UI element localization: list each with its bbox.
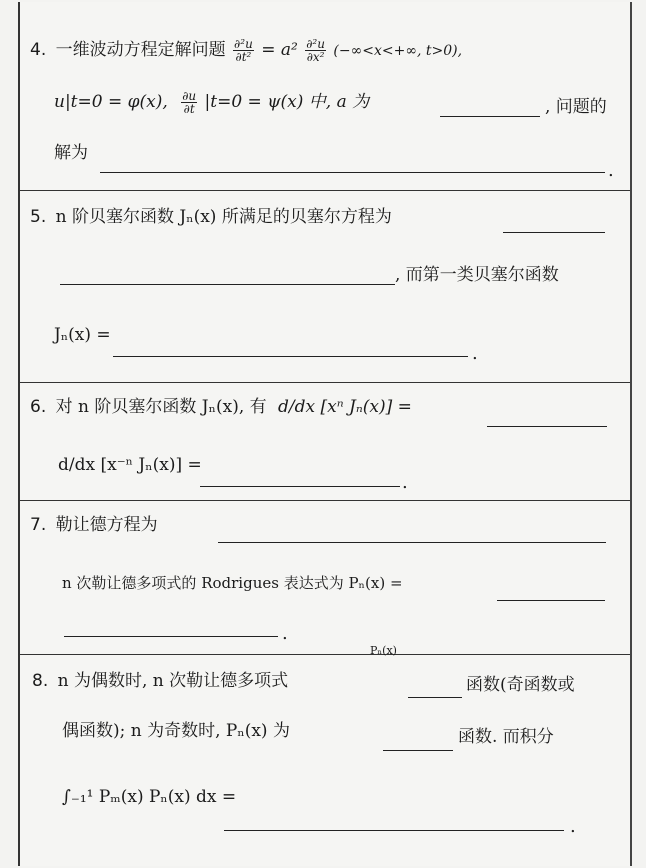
answer-blank-6a[interactable] bbox=[487, 426, 607, 427]
answer-blank-4a[interactable] bbox=[440, 116, 540, 117]
pde-rhs: $\frac{\text{∂²u}}{\text{∂x²}}$ bbox=[306, 37, 325, 64]
answer-blank-8a[interactable] bbox=[408, 697, 462, 698]
period-mark: . bbox=[472, 343, 478, 364]
pde-lhs: $\frac{\text{∂²u}}{\text{∂t²}}$ bbox=[234, 37, 253, 64]
legendre-annotation: Pₙ(x) bbox=[370, 644, 397, 657]
question-number: 7. bbox=[30, 515, 47, 535]
bessel-derivative-1: d/dx [xⁿ Jₙ(x)] = bbox=[278, 397, 412, 417]
period-mark: . bbox=[570, 816, 576, 837]
question-text: 函数. 而积分 bbox=[458, 727, 554, 747]
section-divider bbox=[18, 190, 630, 191]
section-divider bbox=[18, 382, 630, 383]
question-4-line-2 bbox=[54, 90, 369, 115]
period-mark: . bbox=[282, 623, 288, 644]
section-divider bbox=[18, 654, 630, 655]
answer-blank-7a[interactable] bbox=[218, 542, 606, 543]
answer-blank-7c[interactable] bbox=[64, 636, 278, 637]
answer-blank-4b[interactable] bbox=[100, 172, 605, 173]
question-text: , 而第一类贝塞尔函数 bbox=[395, 265, 559, 285]
question-5-line-1 bbox=[30, 206, 392, 228]
question-text: n 阶贝塞尔函数 Jₙ(x) 所满足的贝塞尔方程为 bbox=[55, 207, 392, 227]
initial-condition-1: u|t=0 = φ(x), bbox=[54, 92, 168, 112]
answer-blank-6b[interactable] bbox=[200, 486, 400, 487]
initial-condition-2-frac: $\frac{\partial u}{\partial t}$ bbox=[182, 89, 197, 116]
answer-blank-5a[interactable] bbox=[503, 232, 605, 233]
period-mark: . bbox=[402, 472, 408, 493]
question-number: 5. bbox=[30, 207, 47, 227]
question-text: 函数(奇函数或 bbox=[466, 675, 575, 695]
question-text: n 为偶数时, n 次勒让德多项式 bbox=[57, 671, 289, 691]
bessel-derivative-2: d/dx [x⁻ⁿ Jₙ(x)] = bbox=[58, 455, 202, 475]
question-text: 一维波动方程定解问题 bbox=[55, 40, 226, 60]
question-text: , 问题的 bbox=[545, 97, 607, 117]
answer-blank-5b[interactable] bbox=[60, 284, 395, 285]
section-divider bbox=[18, 500, 630, 501]
question-8-line-1 bbox=[32, 670, 288, 692]
answer-blank-5c[interactable] bbox=[113, 356, 468, 357]
question-number: 8. bbox=[32, 671, 49, 691]
question-text: 勒让德方程为 bbox=[55, 515, 158, 535]
initial-condition-2: |t=0 = ψ(x) 中, a 为 bbox=[204, 92, 370, 112]
question-text: 对 n 阶贝塞尔函数 Jₙ(x), 有 bbox=[55, 397, 267, 417]
question-number: 4. bbox=[30, 40, 47, 60]
bessel-function-label: Jₙ(x) = bbox=[54, 325, 111, 345]
question-text: n 次勒让德多项式的 Rodrigues 表达式为 Pₙ(x) = bbox=[62, 574, 403, 592]
question-7-line-1 bbox=[30, 514, 158, 536]
question-4-line-1 bbox=[30, 38, 462, 63]
question-6-line-1 bbox=[30, 396, 412, 418]
question-text: 偶函数); n 为奇数时, Pₙ(x) 为 bbox=[62, 721, 290, 741]
pde-equals: = a² bbox=[261, 40, 298, 60]
answer-blank-8c[interactable] bbox=[224, 830, 564, 831]
answer-blank-7b[interactable] bbox=[497, 600, 605, 601]
question-number: 6. bbox=[30, 397, 47, 417]
legendre-orthogonality-integral: ∫₋₁¹ Pₘ(x) Pₙ(x) dx = bbox=[62, 787, 237, 807]
question-text: 解为 bbox=[54, 143, 88, 163]
pde-domain: (−∞<x<+∞, t>0), bbox=[333, 43, 463, 59]
period-mark: . bbox=[608, 160, 614, 181]
answer-blank-8b[interactable] bbox=[383, 750, 453, 751]
